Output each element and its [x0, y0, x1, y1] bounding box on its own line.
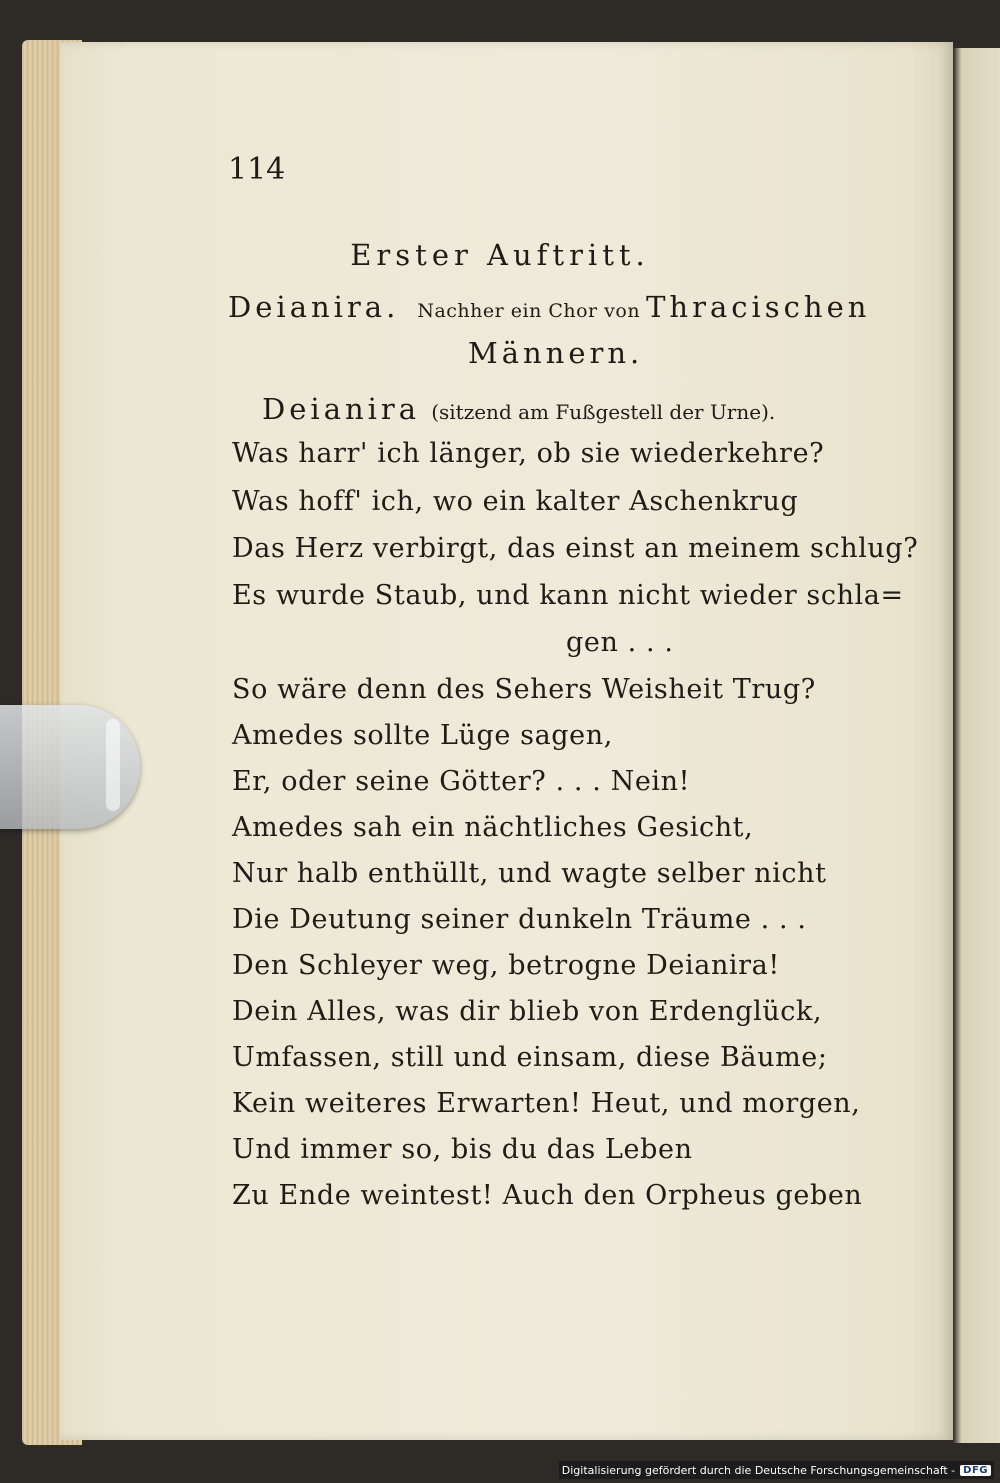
verse-line: Zu Ende weintest! Auch den Orpheus geben — [232, 1180, 863, 1211]
verse-line: Den Schleyer weg, betrogne Deianira! — [232, 950, 780, 981]
page-number: 114 — [228, 152, 286, 187]
scene-title: Erster Auftritt. — [350, 238, 650, 272]
verse-line: Umfassen, still und einsam, diese Bäume; — [232, 1042, 828, 1073]
verse-line: Amedes sah ein nächtliches Gesicht, — [232, 812, 754, 843]
verse-line: Es wurde Staub, und kann nicht wieder schla= — [232, 580, 904, 611]
verse-line: Das Herz verbirgt, das einst an meinem schlug? — [232, 533, 919, 564]
speaker-name: Deianira — [262, 392, 421, 426]
cast-line — [228, 290, 871, 324]
verse-line: Er, oder seine Götter? . . . Nein! — [232, 766, 691, 797]
stage-direction: (sitzend am Fußgestell der Urne). — [431, 400, 776, 424]
cast-speaker: Deianira. — [228, 290, 400, 324]
cast-note: Nachher ein Chor von — [417, 300, 641, 322]
verse-line: So wäre denn des Sehers Weisheit Trug? — [232, 674, 816, 705]
verse-line: Und immer so, bis du das Leben — [232, 1134, 693, 1165]
verse-line: Was hoff' ich, wo ein kalter Aschenkrug — [232, 486, 799, 517]
cast-people: Thracischen — [646, 290, 871, 324]
verse-line: gen . . . — [566, 627, 674, 658]
dfg-logo: DFG — [960, 1465, 991, 1476]
bookmark-clip — [0, 705, 140, 829]
verse-line: Was harr' ich länger, ob sie wiederkehre? — [232, 438, 825, 469]
verse-line: Dein Alles, was dir blieb von Erdenglück, — [232, 996, 823, 1027]
verse-line: Die Deutung seiner dunkeln Träume . . . — [232, 904, 807, 935]
credit-text: Digitalisierung gefördert durch die Deutsche Forschungsgemeinschaft - — [561, 1463, 956, 1477]
verse-line: Nur halb enthüllt, und wagte selber nicht — [232, 858, 827, 889]
speaker-line — [262, 392, 775, 426]
verse-line: Kein weiteres Erwarten! Heut, und morgen, — [232, 1088, 861, 1119]
verse-line: Amedes sollte Lüge sagen, — [232, 720, 613, 751]
cast-people-continued: Männern. — [468, 336, 644, 370]
digitization-credit — [559, 1461, 994, 1479]
